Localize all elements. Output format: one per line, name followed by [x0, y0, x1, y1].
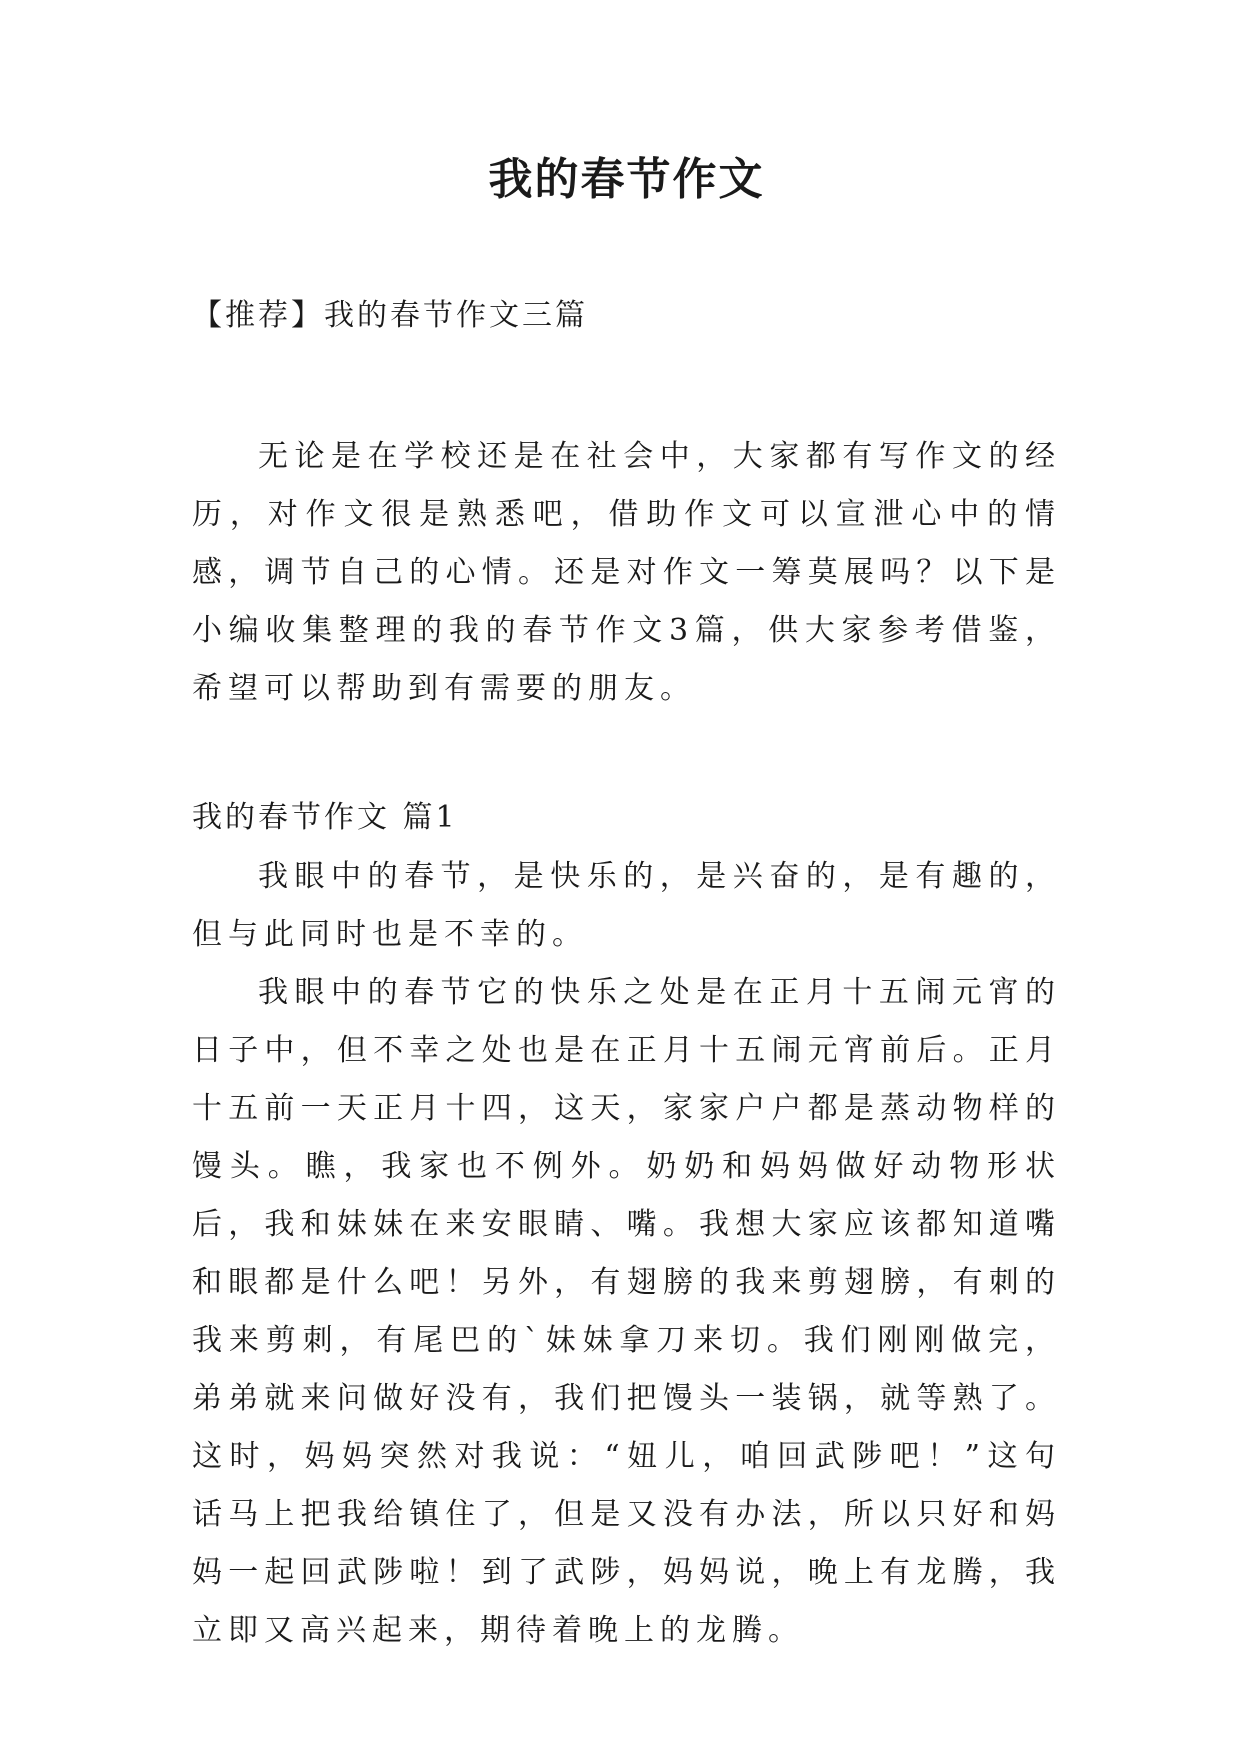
section-heading: 我的春节作文 篇1: [192, 800, 458, 835]
intro-paragraph: 无论是在学校还是在社会中，大家都有写作文的经历，对作文很是熟悉吧，借助作文可以宣泄心中的情感，调节自己的心情。还是对作文一筹莫展吗？以下是小编收集整理的我的春节作文3篇，供大家参考借鉴，希望可以帮助到有需要的朋友。: [192, 439, 1061, 706]
body-paragraph: 我眼中的春节，是快乐的，是兴奋的，是有趣的，但与此同时也是不幸的。: [192, 859, 1061, 952]
document-title: 我的春节作文: [488, 154, 765, 205]
body-paragraph: 我眼中的春节它的快乐之处是在正月十五闹元宵的日子中，但不幸之处也是在正月十五闹元宵前后。正月十五前一天正月十四，这天，家家户户都是蒸动物样的馒头。瞧，我家也不例外。奶奶和妈妈做好动物形状后，我和妹妹在来安眼睛、嘴。我想大家应该都知道嘴和眼都是什么吧！另外，有翅膀的我来剪翅膀，有刺的我来剪刺，有尾巴的`妹妹拿刀来切。我们刚刚做完，弟弟就来问做好没有，我们把馒头一装锅，就等熟了。这时，妈妈突然对我说：“妞儿，咱回武陟吧！”这句话马上把我给镇住了，但是又没有办法，所以只好和妈妈一起回武陟啦！到了武陟，妈妈说，晚上有龙腾，我立即又高兴起来，期待着晚上的龙腾。: [192, 975, 1061, 1648]
document-subtitle: 【推荐】我的春节作文三篇: [192, 298, 588, 333]
